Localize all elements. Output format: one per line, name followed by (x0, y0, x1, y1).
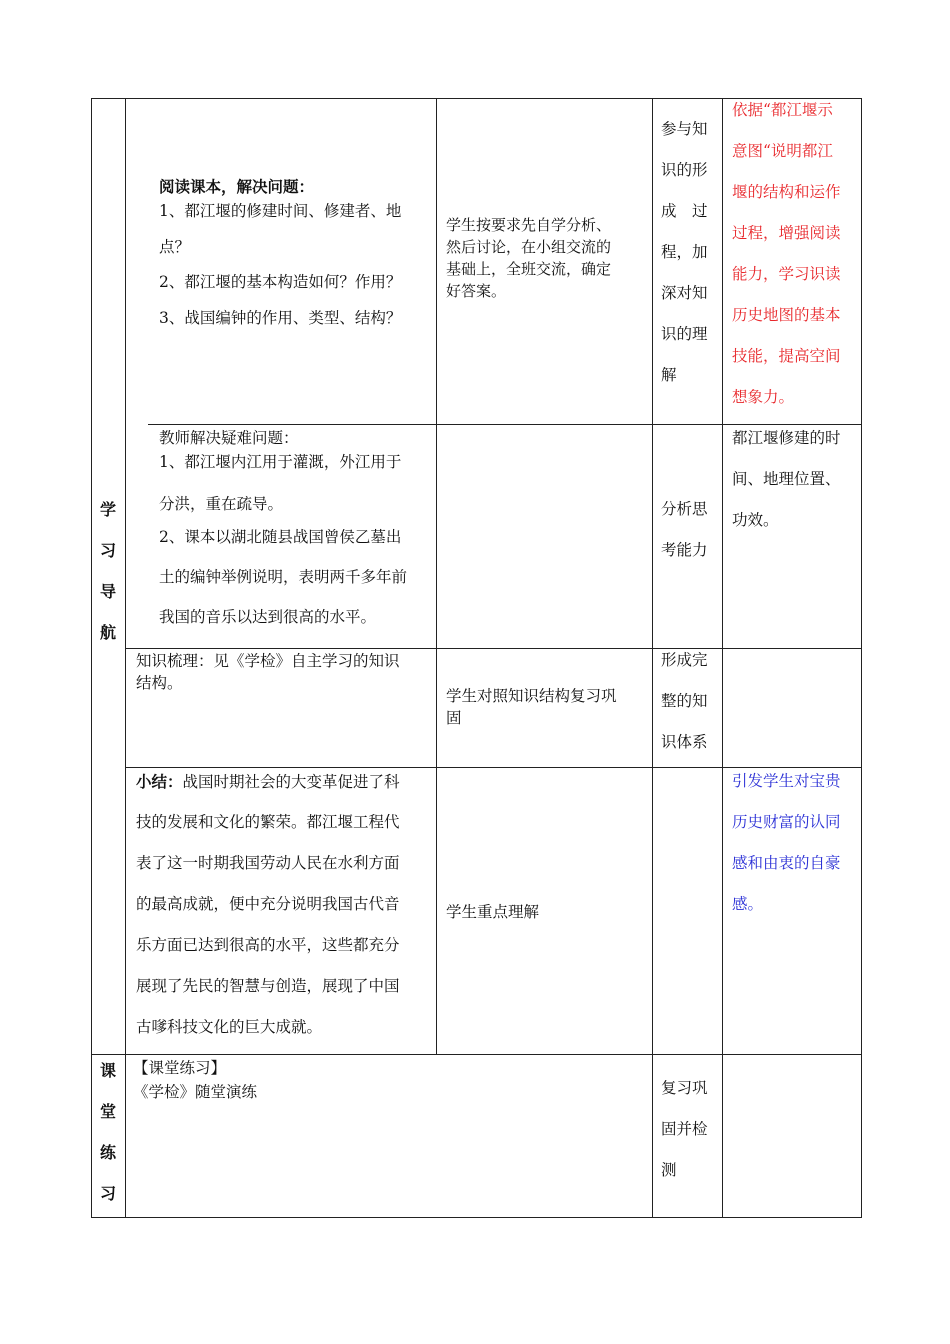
row1-note-line: 能力，学习识读 (732, 265, 841, 283)
row2-content-line: 1、都江堰内江用于灌溉，外江用于 (159, 453, 402, 471)
row2-content-line: 分洪，重在疏导。 (159, 495, 284, 513)
row1-intent-line: 参与知 (661, 120, 708, 138)
row2-content-line: 土的编钟举例说明，表明两千多年前 (159, 568, 408, 586)
row4-summary-line: 古嗲科技文化的巨大成就。 (136, 1018, 323, 1036)
col-divider-4 (722, 98, 723, 1218)
nav-title-char: 习 (99, 541, 116, 560)
practice-intent-line: 固并检 (661, 1120, 708, 1138)
row2-note-line: 都江堰修建的时 (732, 429, 841, 447)
table-border-bottom (91, 1217, 862, 1218)
row4-note-line: 引发学生对宝贵 (732, 772, 841, 790)
row2-content (159, 427, 433, 628)
row4-summary-line: 展现了先民的智慧与创造，展现了中国 (136, 977, 400, 995)
table-border-left (91, 98, 92, 1218)
row2-content-line: 我国的音乐以达到很高的水平。 (159, 608, 377, 626)
row4-design-note (732, 761, 860, 925)
row1-student-line: 好答案。 (446, 282, 507, 300)
row1-student-line: 然后讨论，在小组交流的 (446, 238, 612, 256)
practice-heading: 【课堂练习】 (133, 1059, 227, 1077)
row3-intent-line: 识体系 (661, 733, 708, 751)
row4-summary-line: 表了这一时期我国劳动人民在水利方面 (136, 854, 400, 872)
row4-summary-line: 乐方面已达到很高的水平，这些都充分 (136, 936, 400, 954)
practice-intent-line: 测 (661, 1161, 677, 1179)
summary-first-text: 战国时期社会的大变革促进了科 (182, 773, 400, 791)
row1-note-line: 意图“说明都江 (732, 142, 833, 160)
row3-student-line: 固 (446, 709, 462, 727)
row4-note-line: 感。 (732, 895, 764, 913)
row3-content-line: 知识梳理：见《学检》自主学习的知识 (136, 652, 400, 670)
row1-content (159, 176, 433, 329)
row1-intent (661, 109, 721, 396)
row-divider-4 (91, 1054, 862, 1055)
row2-design-note (732, 418, 860, 541)
row3-content (136, 650, 432, 694)
row1-intent-line: 识的理 (661, 325, 708, 343)
row1-note-line: 技能，提高空间 (732, 347, 841, 365)
practice-title-char: 堂 (99, 1102, 116, 1121)
practice-intent-line: 复习巩 (661, 1079, 708, 1097)
row1-intent-line: 深对知 (661, 284, 708, 302)
row4-note-line: 历史财富的认同 (732, 813, 841, 831)
nav-section-title (98, 497, 118, 661)
row1-content-line: 3、战国编钟的作用、类型、结构？ (159, 309, 402, 327)
row1-intent-line: 程，加 (661, 243, 708, 261)
row2-intent (661, 489, 721, 571)
row3-intent-line: 整的知 (661, 692, 708, 710)
nav-title-char: 学 (99, 500, 116, 519)
row3-student-line: 学生对照知识结构复习巩 (446, 687, 617, 705)
row1-note-line: 过程，增强阅读 (732, 224, 841, 242)
row2-content-line: 2、课本以湖北随县战国曾侯乙墓出 (159, 528, 402, 546)
practice-section-title (98, 1058, 118, 1222)
row4-student-activity: 学生重点理解 (446, 903, 540, 921)
row1-note-line: 历史地图的基本 (732, 306, 841, 324)
row2-intent-line: 考能力 (661, 541, 708, 559)
row1-intent-line: 识的形 (661, 161, 708, 179)
row4-summary-line: 技的发展和文化的繁荣。都江堰工程代 (136, 813, 400, 831)
row1-intent-line: 成 过 (661, 202, 708, 220)
col-divider-3 (652, 98, 653, 1218)
nav-title-char: 导 (99, 582, 116, 601)
table-border-right (861, 98, 862, 1218)
row2-note-line: 功效。 (732, 511, 779, 529)
nav-title-char: 航 (99, 623, 116, 642)
practice-title-char: 习 (99, 1184, 116, 1203)
practice-intent (661, 1068, 721, 1191)
row3-student-activity (446, 685, 646, 729)
row1-note-line: 依据“都江堰示 (732, 101, 833, 119)
summary-label: 小结： (136, 772, 183, 791)
practice-title-char: 课 (99, 1061, 116, 1080)
practice-title-char: 练 (99, 1143, 116, 1162)
row1-student-line: 学生按要求先自学分析、 (446, 216, 612, 234)
row1-design-note (732, 90, 860, 418)
row-divider-2 (125, 648, 862, 649)
row4-summary (136, 761, 434, 1048)
row4-summary-first-line (136, 761, 434, 802)
row1-student-activity (446, 214, 646, 302)
practice-content (133, 1057, 633, 1103)
row3-intent (661, 640, 721, 763)
row1-content-line: 2、都江堰的基本构造如何？作用？ (159, 273, 402, 291)
row4-note-line: 感和由衷的自豪 (732, 854, 841, 872)
col-divider-2 (436, 98, 437, 1055)
practice-line: 《学检》随堂演练 (133, 1083, 258, 1101)
row1-note-line: 堰的结构和运作 (732, 183, 841, 201)
row2-note-line: 间、地理位置、 (732, 470, 841, 488)
row3-content-line: 结构。 (136, 674, 183, 692)
row1-content-line: 1、都江堰的修建时间、修建者、地 (159, 202, 402, 220)
row1-note-line: 想象力。 (732, 388, 795, 406)
row3-intent-line: 形成完 (661, 651, 708, 669)
row1-student-line: 基础上，全班交流，确定 (446, 260, 612, 278)
row2-intent-line: 分析思 (661, 500, 708, 518)
row2-content-heading: 教师解决疑难问题： (159, 429, 299, 447)
col-divider-1 (125, 98, 126, 1218)
row4-summary-line: 的最高成就，便中充分说明我国古代音 (136, 895, 400, 913)
row1-content-line: 点？ (159, 238, 191, 256)
row1-content-heading: 阅读课本，解决问题： (159, 177, 315, 196)
row1-intent-line: 解 (661, 366, 677, 384)
